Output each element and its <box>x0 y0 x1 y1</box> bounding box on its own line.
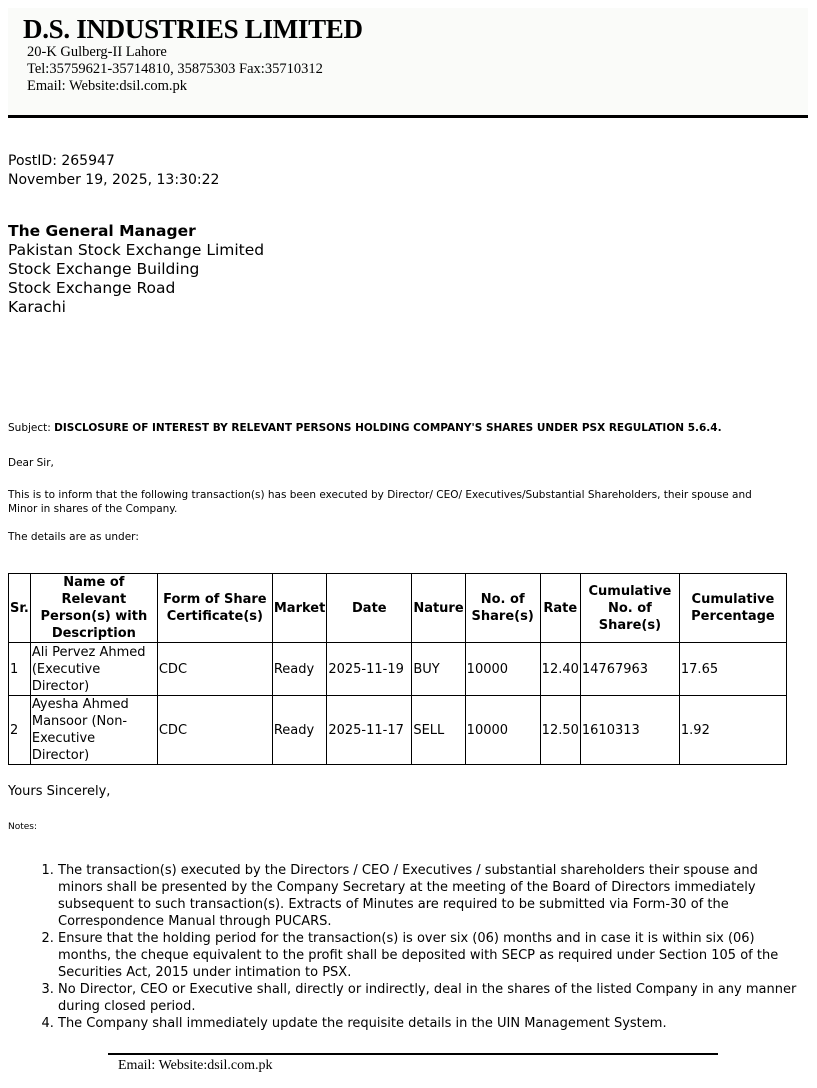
col-cum-shares: Cumulative No. of Share(s) <box>580 574 679 643</box>
table-row <box>9 696 787 765</box>
cell: Ayesha Ahmed Mansoor (Non-Executive Director) <box>30 696 157 765</box>
cell: CDC <box>157 643 272 696</box>
recipient-title: The General Manager <box>8 222 196 240</box>
notes-list <box>8 862 798 1032</box>
transactions-table <box>8 573 787 765</box>
recipient-line: Stock Exchange Building <box>8 260 200 278</box>
note-item: 1. The transaction(s) executed by the Directors / CEO / Executives / substantial shareholders their spouse and minors shall be presented by the Company Secretary at the meeting of the Board of Directors immediately subsequent to such transaction(s). Extracts of Minutes are required to be submitted via Form-30 of the Correspondence Manual through PUCARS. <box>58 862 798 930</box>
subject-text: DISCLOSURE OF INTEREST BY RELEVANT PERSONS HOLDING COMPANY'S SHARES UNDER PSX REGULATION 5.6.4. <box>54 422 722 434</box>
cell: 1610313 <box>580 696 679 765</box>
recipient <box>8 222 264 317</box>
col-cum-pct: Cumulative Percentage <box>679 574 786 643</box>
col-market: Market <box>272 574 326 643</box>
salutation: Dear Sir, <box>8 457 54 469</box>
subject-label: Subject: <box>8 422 51 434</box>
footer-email: Email: Website:dsil.com.pk <box>108 1053 718 1074</box>
closing: Yours Sincerely, <box>8 784 111 799</box>
cell: 12.40 <box>540 643 580 696</box>
cell: 17.65 <box>679 643 786 696</box>
recipient-line: Stock Exchange Road <box>8 279 176 297</box>
col-rate: Rate <box>540 574 580 643</box>
cell: 14767963 <box>580 643 679 696</box>
cell: BUY <box>412 643 465 696</box>
cell: Ali Pervez Ahmed (Executive Director) <box>30 643 157 696</box>
table-row <box>9 643 787 696</box>
col-sr: Sr. <box>9 574 31 643</box>
col-nature: Nature <box>412 574 465 643</box>
letterhead <box>8 8 808 118</box>
cell: 10000 <box>465 643 540 696</box>
cell: SELL <box>412 696 465 765</box>
recipient-line: Karachi <box>8 298 66 316</box>
company-email: Email: Website:dsil.com.pk <box>27 78 188 94</box>
cell: Ready <box>272 643 326 696</box>
cell: Ready <box>272 696 326 765</box>
note-item: 3. No Director, CEO or Executive shall, directly or indirectly, deal in the shares of the listed Company in any manner during closed period. <box>58 981 798 1015</box>
col-shares: No. of Share(s) <box>465 574 540 643</box>
cell: 10000 <box>465 696 540 765</box>
cell: 12.50 <box>540 696 580 765</box>
company-phone: Tel:35759621-35714810, 35875303 Fax:35710312 <box>27 61 323 77</box>
post-datetime: November 19, 2025, 13:30:22 <box>8 172 220 188</box>
cell: 2025-11-17 <box>327 696 412 765</box>
notes-label: Notes: <box>8 822 38 832</box>
col-name: Name of Relevant Person(s) with Description <box>30 574 157 643</box>
cell: 2025-11-19 <box>327 643 412 696</box>
recipient-line: Pakistan Stock Exchange Limited <box>8 241 265 259</box>
note-item: 2. Ensure that the holding period for the transaction(s) is over six (06) months and in case it is within six (06) months, the cheque equivalent to the profit shall be deposited with SECP as required under Section 105 of the Securities Act, 2015 under intimation to PSX. <box>58 930 798 981</box>
note-item: 4. The Company shall immediately update the requisite details in the UIN Management System. <box>58 1015 798 1032</box>
cell: CDC <box>157 696 272 765</box>
table-header-row <box>9 574 787 643</box>
cell: 1.92 <box>679 696 786 765</box>
col-form: Form of Share Certificate(s) <box>157 574 272 643</box>
post-id: PostID: 265947 <box>8 153 115 169</box>
company-name: D.S. INDUSTRIES LIMITED <box>23 14 363 44</box>
details-intro: The details are as under: <box>8 531 139 543</box>
intro-text: This is to inform that the following transaction(s) has been executed by Director/ CEO/ Executives/Substantial Shareholders, their spouse and Minor in shares of the Company. <box>8 489 752 515</box>
post-info <box>8 152 219 190</box>
subject <box>8 422 722 434</box>
cell: 1 <box>9 643 31 696</box>
cell: 2 <box>9 696 31 765</box>
col-date: Date <box>327 574 412 643</box>
company-address: 20-K Gulberg-II Lahore <box>27 44 167 60</box>
